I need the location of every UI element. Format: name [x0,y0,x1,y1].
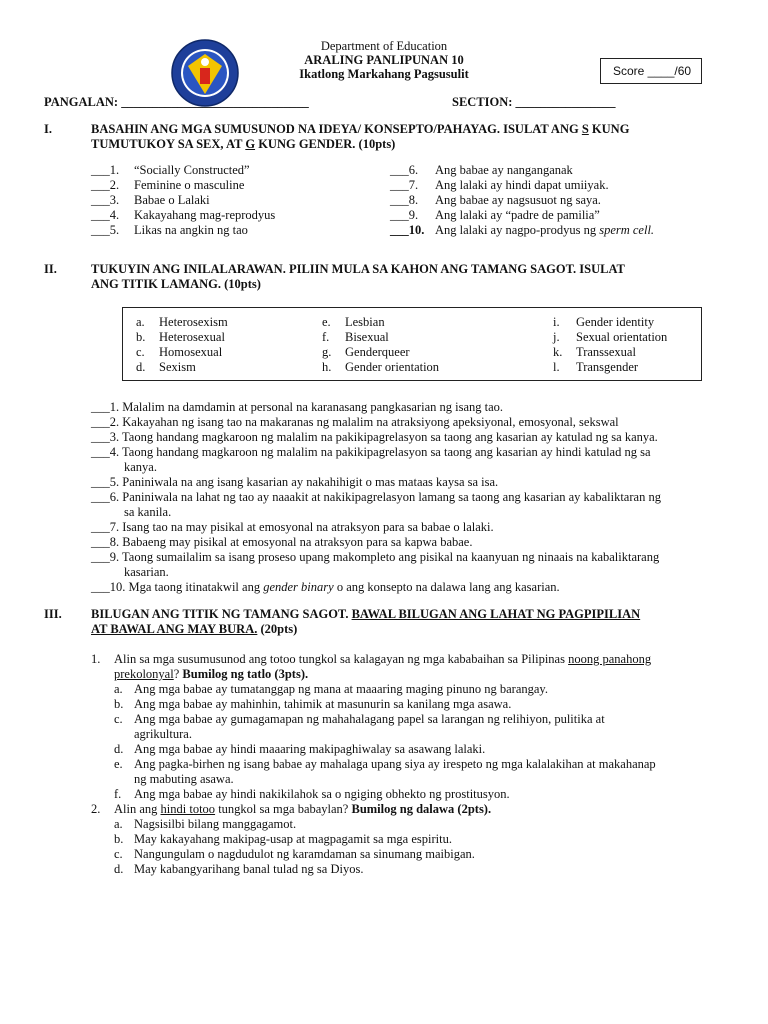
name-field[interactable]: PANGALAN: ______________________________ [44,95,309,109]
item-text [435,178,609,193]
question-text: Malalim na damdamin at personal na karanasang pangkasarian ng isang tao. [122,400,504,414]
option-text[interactable]: Ang mga babae ay tumatanggap ng mana at maaaring maging pinuno ng barangay. [134,682,548,696]
option-text[interactable]: Ang mga babae ay hindi maaaring makipaghiwalay sa asawang lalaki. [134,742,486,756]
choice-letter: c. [136,345,145,359]
answer-blank[interactable]: ___7. [390,178,419,192]
choice-text: Sexism [159,360,196,374]
question-item [91,415,731,430]
question-item [91,535,731,550]
option-letter[interactable]: c. [114,712,123,726]
question-text: Isang tao na may pisikal at emosyonal na atraksyon para sa babae o lalaki. [122,520,494,534]
section-field[interactable]: SECTION: ________________ [452,95,616,109]
answer-blank[interactable]: ___4. [91,445,120,459]
item-text-italic: sperm cell. [599,223,655,237]
answer-blank[interactable]: ___3. [91,193,120,207]
item-text [435,163,573,178]
choice-text: Sexual orientation [576,330,668,344]
item-text: Kakayahang mag-reprodyus [134,208,276,222]
part1-title: BASAHIN ANG MGA SUMUSUNOD NA IDEYA/ KONSEPTO/PAHAYAG. ISULAT ANG S KUNG TUMUTUKOY SA SEX, AT G KUNG GENDER. (10pts) [91,122,630,151]
option-text[interactable]: Ang mga babae ay mahinhin, tahimik at masunurin sa kanilang mga asawa. [134,697,512,711]
choice-text: Heterosexism [159,315,228,329]
question-text-cont: kanya. [124,460,157,474]
question-text-italic: gender binary [263,580,334,594]
q1-number: 1. [91,652,101,666]
question-text: Paniniwala na lahat ng tao ay naaakit at nakikipagrelasyon lamang sa taong ang kasarian ay kabaliktaran ng [122,490,661,504]
answer-blank[interactable]: ___5. [91,223,120,237]
option-text[interactable]: May kakayahang makipag-usap at magpagamit sa mga espiritu. [134,832,452,846]
answer-blank[interactable]: ___7. [91,520,120,534]
question-item [91,580,731,595]
item-text: Babae o Lalaki [134,193,210,207]
part2-number: II. [44,262,57,276]
option-text[interactable]: Nangungulam o nagdudulot ng karamdaman sa sinumang maibigan. [134,847,475,861]
item-text-main: Ang babae ay nagsusuot ng saya. [435,193,601,207]
choice-text: Heterosexual [159,330,225,344]
question-item [91,475,731,490]
answer-blank[interactable]: ___8. [91,535,120,549]
q2-text: Alin ang hindi totoo tungkol sa mga babaylan? Bumilog ng dalawa (2pts). [114,802,492,816]
item-text-main: Ang lalaki ay “padre de pamilia” [435,208,600,222]
option-text-cont: agrikultura. [134,727,192,741]
answer-blank[interactable]: ___10. [390,223,425,237]
q2-number: 2. [91,802,101,816]
answer-blank[interactable]: ___9. [390,208,419,222]
option-letter[interactable]: e. [114,757,123,771]
answer-blank[interactable]: ___2. [91,178,120,192]
answer-blank[interactable]: ___6. [390,163,419,177]
part3-number: III. [44,607,62,621]
question-text: Taong sumailalim sa isang proseso upang makompleto ang pisikal na kaanyuan ng ninaais na kabaliktarang [122,550,660,564]
question-text-tail: o ang konsepto na dalawa lang ang kasarian. [333,580,560,594]
option-text[interactable]: Ang pagka-birhen ng isang babae ay mahalaga upang siya ay irespeto ng mga kalalakihan at makahanap [134,757,656,771]
answer-blank[interactable]: ___4. [91,208,120,222]
choice-letter: k. [553,345,563,359]
part3-title: BILUGAN ANG TITIK NG TAMANG SAGOT. BAWAL BILUGAN ANG LAHAT NG PAGPIPILIAN AT BAWAL ANG MAY BURA. (20pts) [91,607,641,636]
option-letter[interactable]: a. [114,682,123,696]
choice-text: Transgender [576,360,639,374]
option-letter[interactable]: f. [114,787,122,801]
answer-blank[interactable]: ___9. [91,550,120,564]
exam-title: Ikatlong Markahang Pagsusulit [299,67,469,81]
choice-text: Transsexual [576,345,636,359]
item-text: Likas na angkin ng tao [134,223,248,237]
option-letter[interactable]: b. [114,697,124,711]
score-box: Score ____/60 [600,58,702,84]
choice-letter: g. [322,345,332,359]
option-text[interactable]: May kabangyarihang banal tulad ng sa Diyos. [134,862,364,876]
question-item [91,445,731,460]
choice-letter: a. [136,315,145,329]
question-text-cont: kasarian. [124,565,169,579]
option-text-cont: ng mabuting asawa. [134,772,234,786]
answer-blank[interactable]: ___6. [91,490,120,504]
option-letter[interactable]: a. [114,817,123,831]
option-text[interactable]: Nagsisilbi bilang manggagamot. [134,817,297,831]
department-name: Department of Education [320,39,448,53]
question-text: Taong handang magkaroon ng malalim na pakikipagrelasyon sa taong ang kasarian ay hindi katulad ng sa [122,445,651,459]
item-text: “Socially Constructed” [134,163,250,177]
answer-blank[interactable]: ___5. [91,475,120,489]
subject-title: ARALING PANLIPUNAN 10 [304,53,464,67]
part1-number: I. [44,122,52,136]
question-text: Paniniwala na ang isang kasarian ay nakahihigit o mas mataas kaysa sa isa. [122,475,499,489]
choice-text: Gender orientation [345,360,440,374]
choice-letter: i. [553,315,560,329]
item-text [435,208,600,223]
question-item [91,430,731,445]
choice-letter: l. [553,360,560,374]
option-text[interactable]: Ang mga babae ay gumagamapan ng mahahalagang papel sa larangan ng relihiyon, pulitika at [134,712,605,726]
choice-text: Lesbian [345,315,385,329]
part2-title: TUKUYIN ANG INILALARAWAN. PILIIN MULA SA KAHON ANG TAMANG SAGOT. ISULAT ANG TITIK LAMANG. (10pts) [91,262,625,291]
answer-blank[interactable]: ___2. [91,415,120,429]
answer-blank[interactable]: ___3. [91,430,120,444]
question-item [91,550,731,565]
item-text-main: Ang babae ay nanganganak [435,163,573,177]
choice-text: Homosexual [159,345,223,359]
option-letter[interactable]: d. [114,862,124,876]
item-text-main: Ang lalaki ay nagpo-prodyus ng [435,223,600,237]
choice-letter: b. [136,330,146,344]
option-letter[interactable]: b. [114,832,124,846]
choice-text: Genderqueer [345,345,410,359]
choice-letter: f. [322,330,330,344]
choice-letter: d. [136,360,146,374]
q1-text: Alin sa mga susumusunod ang totoo tungkol sa kalagayan ng mga kababaihan sa Pilipinas noong panahong prekolonyal? Bumilog ng tatlo (3pts). [114,652,652,681]
item-text [435,223,654,238]
question-item [91,520,731,535]
question-item [91,490,731,505]
question-text: Kakayahan ng isang tao na makaranas ng malalim na atraksiyong apeksiyonal, emosyonal, sekswal [122,415,619,429]
question-item [91,400,731,415]
answer-blank[interactable]: ___1. [91,400,120,414]
choice-text: Gender identity [576,315,655,329]
question-text-cont: sa kanila. [124,505,172,519]
question-text: Taong handang magkaroon ng malalim na pakikipagrelasyon sa taong ang kasarian ay katulad ng sa kanya. [122,430,658,444]
item-text [435,193,601,208]
choice-letter: j. [553,330,560,344]
question-text: Mga taong itinatakwil ang [128,580,264,594]
option-letter[interactable]: d. [114,742,124,756]
choice-letter: e. [322,315,331,329]
item-text-main: Ang lalaki ay hindi dapat umiiyak. [435,178,609,192]
answer-blank[interactable]: ___8. [390,193,419,207]
choice-letter: h. [322,360,332,374]
choice-text: Bisexual [345,330,389,344]
option-text[interactable]: Ang mga babae ay hindi nakikilahok sa o ngiging obhekto ng prostitusyon. [134,787,510,801]
answer-blank[interactable]: ___10. [91,580,126,594]
question-text: Babaeng may pisikal at emosyonal na atraksyon para sa kapwa babae. [122,535,473,549]
item-text: Feminine o masculine [134,178,245,192]
option-letter[interactable]: c. [114,847,123,861]
answer-blank[interactable]: ___1. [91,163,120,177]
